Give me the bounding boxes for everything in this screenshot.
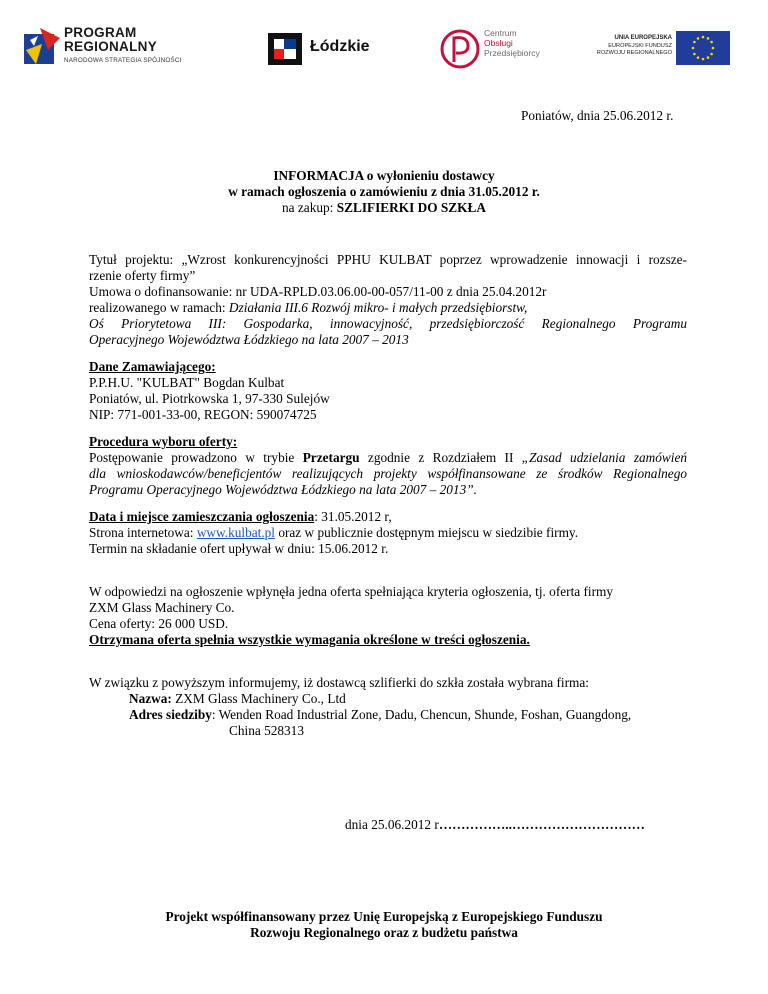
lodzkie-emblem-icon (266, 31, 304, 67)
procedure-type: Przetargu (302, 450, 360, 465)
signature-dots: ……………..………………………… (438, 817, 645, 832)
heading-line-1: INFORMACJA o wyłonieniu dostawcy (273, 168, 495, 183)
deadline-line: Termin na składanie ofert upływał w dniu: 15.06.2012 r. (89, 541, 389, 556)
procedure-line-2: dla wnioskodawców/beneficjentów realizujących projekty współfinansowane ze środków Regionalnego (89, 466, 687, 481)
client-address: Poniatów, ul. Piotrkowska 1, 97-330 Sulejów (89, 391, 330, 406)
client-heading: Dane Zamawiającego: (89, 359, 216, 374)
announcement-heading-line: Data i miejsce zamieszczania ogłoszenia: 31.05.2012 r, (89, 509, 392, 524)
axis-line-2: Operacyjnego Województwa Łódzkiego na lata 2007 – 2013 (89, 332, 409, 347)
selection-address-line-2: China 528313 (229, 723, 304, 738)
selection-address-line: Adres siedziby: Wenden Road Industrial Zone, Dadu, Chencun, Shunde, Foshan, Guangdong, (129, 707, 632, 722)
procedure-heading: Procedura wyboru oferty: (89, 434, 238, 449)
lodzkie-logo (266, 31, 376, 67)
website-link[interactable]: www.kulbat.pl (196, 525, 275, 540)
client-ids: NIP: 771-001-33-00, REGON: 590074725 (89, 407, 317, 422)
project-title-line-1: Tytuł projektu: „Wzrost konkurencyjności PPHU KULBAT poprzez wprowadzenie innowacji i rozsze- (89, 252, 687, 267)
eu-logo (584, 31, 730, 65)
procedure-line-1: Postępowanie prowadzono w trybie Przetargu zgodnie z Rozdziałem II „Zasad udzielania zamówień (89, 450, 688, 465)
strategy-label: NARODOWA STRATEGIA SPÓJNOŚCI (64, 57, 182, 64)
cop-emblem-icon (440, 26, 480, 72)
heading-subject: SZLIFIERKI DO SZKŁA (336, 200, 486, 215)
offer-conclusion: Otrzymana oferta spełnia wszystkie wymagania określone w treści ogłoszenia. (89, 632, 530, 647)
footer-line-1: Projekt współfinansowany przez Unię Europejską z Europejskiego Funduszu (165, 909, 603, 924)
axis-line-1: Oś Priorytetowa III: Gospodarka, innowacyjność, przedsiębiorczość Regionalnego Programu (89, 316, 687, 331)
procedure-line-3: Programu Operacyjnego Województwa Łódzkiego na lata 2007 – 2013”. (89, 482, 477, 497)
project-title-line-2: rzenie oferty firmy” (89, 268, 196, 283)
cop-logo (440, 26, 540, 72)
realized-line: realizowanego w ramach: Działania III.6 Rozwój mikro- i małych przedsiębiorstw, (89, 300, 528, 315)
selection-address: : Wenden Road Industrial Zone, Dadu, Chencun, Shunde, Foshan, Guangdong, (211, 707, 632, 722)
heading-subject-prefix: na zakup: (282, 200, 334, 215)
footer-line-2: Rozwoju Regionalnego oraz z budżetu państwa (250, 925, 518, 940)
offer-company: ZXM Glass Machinery Co. (89, 600, 235, 615)
regionalny-label: REGIONALNY (64, 39, 158, 54)
selection-name-line: Nazwa: ZXM Glass Machinery Co., Ltd (129, 691, 346, 706)
date-place: Poniatów, dnia 25.06.2012 r. (521, 108, 674, 123)
cop-label: Centrum Obsługi Przedsiębiorcy (484, 28, 540, 58)
client-name: P.P.H.U. "KULBAT" Bogdan Kulbat (89, 375, 285, 390)
lodzkie-label: Łódzkie (310, 38, 370, 55)
signature-date: dnia 25.06.2012 r (345, 817, 439, 832)
action-name: Działania III.6 Rozwój mikro- i małych przedsiębiorstw, (228, 300, 528, 315)
eu-label: UNIA EUROPEJSKA EUROPEJSKI FUNDUSZ ROZWOJU REGIONALNEGO (596, 35, 672, 56)
website-line: Strona internetowa: www.kulbat.pl oraz w publicznie dostępnym miejscu w siedzibie firmy. (89, 525, 579, 540)
heading-line-2: w ramach ogłoszenia o zamówieniu z dnia 31.05.2012 r. (228, 184, 540, 199)
heading-line-3 (0, 200, 768, 216)
program-label: PROGRAM (64, 25, 137, 40)
announcement-heading: Data i miejsce zamieszczania ogłoszenia (89, 509, 315, 524)
selection-name: ZXM Glass Machinery Co., Ltd (175, 691, 346, 706)
agreement-line: Umowa o dofinansowanie: nr UDA-RPLD.03.06.00-00-057/11-00 z dnia 25.04.2012r (89, 284, 547, 299)
signature-line (345, 817, 645, 833)
offer-line-1: W odpowiedzi na ogłoszenie wpłynęła jedna oferta spełniająca kryteria ogłoszenia, tj. oferta firmy (89, 584, 614, 599)
selection-intro: W związku z powyższym informujemy, iż dostawcą szlifierki do szkła została wybrana firma: (89, 675, 589, 690)
eu-flag-icon (676, 31, 730, 65)
program-regionalny-logo (24, 26, 204, 72)
offer-price: Cena oferty: 26 000 USD. (89, 616, 229, 631)
program-regionalny-emblem-icon (24, 28, 60, 68)
